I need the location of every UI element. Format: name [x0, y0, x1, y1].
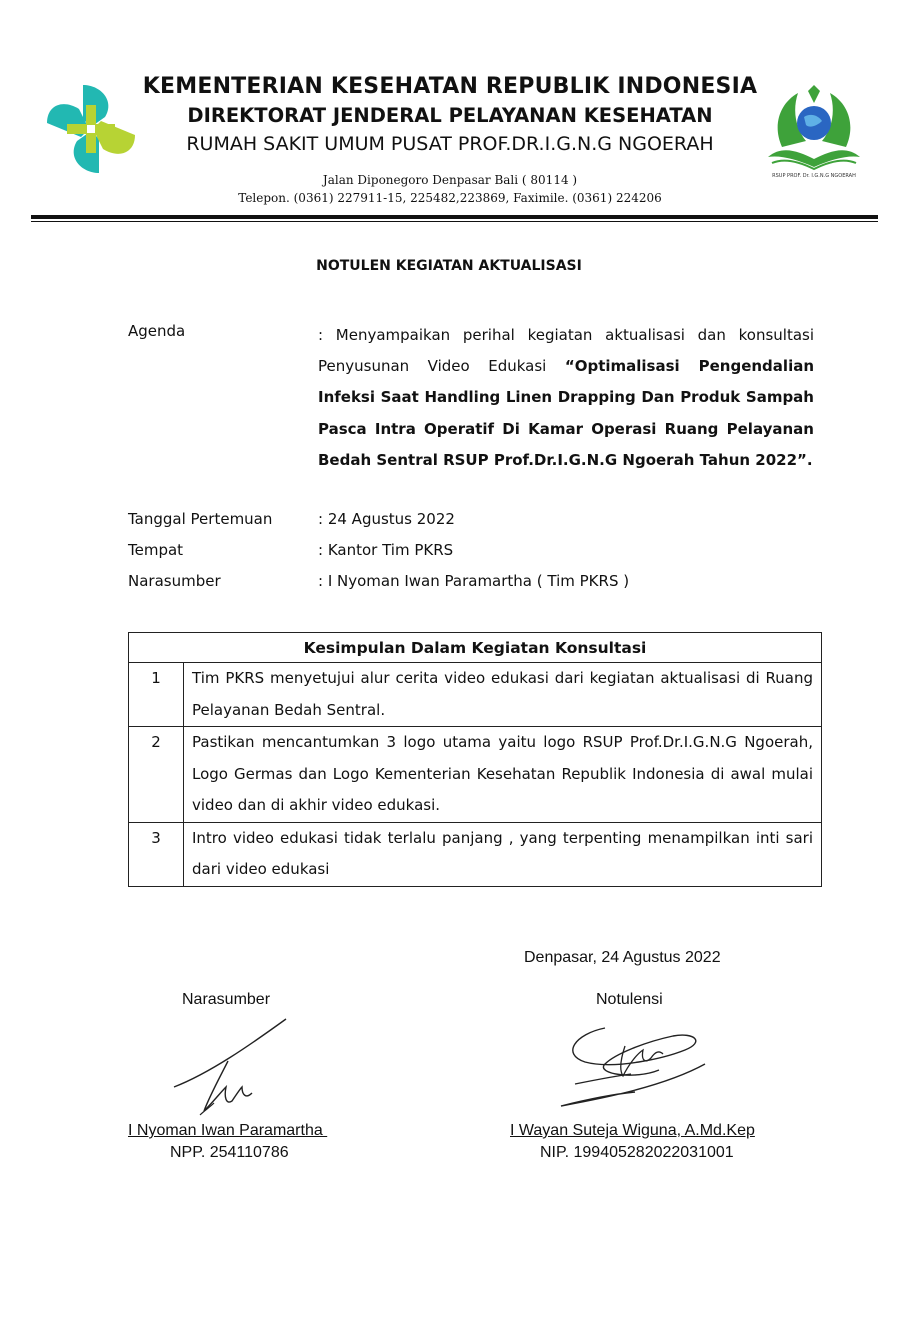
- table-header: Kesimpulan Dalam Kegiatan Konsultasi: [129, 633, 822, 663]
- speaker-signature: [170, 1015, 295, 1120]
- speaker-role: Narasumber: [182, 991, 271, 1008]
- agenda-label: Agenda: [128, 322, 186, 340]
- agenda-text: : Menyampaikan perihal kegiatan aktualisasi dan konsultasi Penyusunan Video Edukasi: [318, 326, 814, 376]
- conclusions-table: [128, 632, 822, 887]
- directorate-name: DIREKTORAT JENDERAL PELAYANAN KESEHATAN: [187, 104, 713, 127]
- rs-logo-caption: RSUP PROF. Dr. I.G.N.G NGOERAH: [772, 173, 856, 179]
- speaker-name: I Nyoman Iwan Paramartha: [128, 1122, 328, 1139]
- table-row: [129, 822, 822, 886]
- hospital-name: RUMAH SAKIT UMUM PUSAT PROF.DR.I.G.N.G NGOERAH: [186, 133, 714, 155]
- place-label: Tempat: [128, 541, 184, 559]
- notetaker-id: NIP. 199405282022031001: [540, 1144, 734, 1161]
- row-text: Tim PKRS menyetujui alur cerita video edukasi dari kegiatan aktualisasi di Ruang Pelayanan Bedah Sentral.: [184, 663, 822, 727]
- agenda-value: [318, 320, 814, 476]
- place-date: Denpasar, 24 Agustus 2022: [524, 949, 721, 966]
- date-value: : 24 Agustus 2022: [318, 510, 455, 528]
- letterhead-rule-thin: [31, 221, 878, 222]
- row-text: Pastikan mencantumkan 3 logo utama yaitu logo RSUP Prof.Dr.I.G.N.G Ngoerah, Logo Germas dan Logo Kementerian Kesehatan Republik Indonesia di awal mulai video dan di akhir video edukasi.: [184, 727, 822, 823]
- row-number: 3: [129, 822, 184, 886]
- document-title: NOTULEN KEGIATAN AKTUALISASI: [316, 258, 582, 274]
- speaker-value: : I Nyoman Iwan Paramartha ( Tim PKRS ): [318, 572, 630, 590]
- row-number: 2: [129, 727, 184, 823]
- ministry-name: KEMENTERIAN KESEHATAN REPUBLIK INDONESIA: [142, 74, 758, 99]
- agenda-bold-title: “Optimalisasi Pengendalian Infeksi Saat Handling Linen Drapping Dan Produk Sampah Pasca Intra Operatif Di Kamar Operasi Ruang Pelayanan Bedah Sentral RSUP Prof.Dr.I.G.N.G Ngoerah Tahun 2022”.: [318, 357, 815, 469]
- speaker-label: Narasumber: [128, 572, 221, 590]
- place-value: : Kantor Tim PKRS: [318, 541, 454, 559]
- address-line: Jalan Diponegoro Denpasar Bali ( 80114 ): [322, 173, 578, 187]
- kemenkes-logo: [46, 82, 136, 177]
- row-text: Intro video edukasi tidak terlalu panjang , yang terpenting menampilkan inti sari dari video edukasi: [184, 822, 822, 886]
- notetaker-signature: [555, 1024, 715, 1116]
- notetaker-name: I Wayan Suteja Wiguna, A.Md.Kep: [510, 1122, 755, 1139]
- table-row: [129, 727, 822, 823]
- date-label: Tanggal Pertemuan: [128, 510, 273, 528]
- rsup-ngoerah-logo: [762, 85, 866, 180]
- row-number: 1: [129, 663, 184, 727]
- speaker-id: NPP. 254110786: [170, 1144, 289, 1161]
- letterhead-rule: [31, 215, 878, 219]
- table-row: [129, 663, 822, 727]
- contact-line: Telepon. (0361) 227911-15, 225482,223869, Faximile. (0361) 224206: [238, 191, 662, 205]
- notetaker-role: Notulensi: [596, 991, 663, 1008]
